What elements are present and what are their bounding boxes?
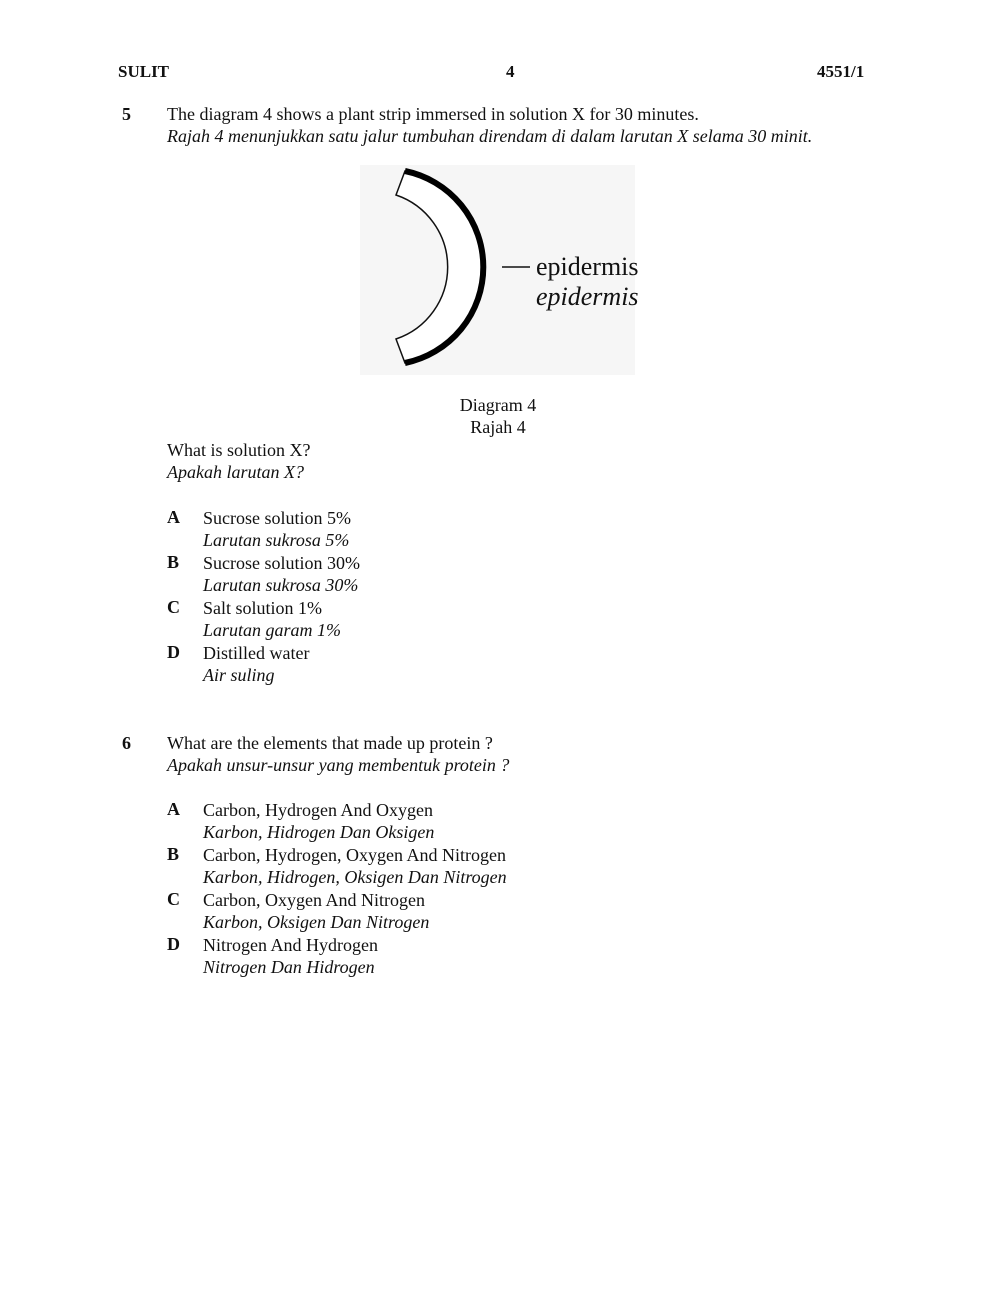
- option-text-en: Distilled water: [203, 643, 310, 663]
- question-6-text-en: What are the elements that made up protein ?: [167, 733, 493, 753]
- option-text-en: Sucrose solution 30%: [203, 553, 360, 573]
- option-text-ms: Larutan sukrosa 30%: [203, 575, 359, 595]
- option-text-ms: Nitrogen Dan Hidrogen: [203, 957, 375, 977]
- epidermis-label-en: epidermis: [536, 252, 639, 281]
- diagram-caption-en: Diagram 4: [459, 395, 537, 415]
- option-text-en: Carbon, Oxygen And Nitrogen: [203, 890, 425, 910]
- header-left: SULIT: [118, 62, 170, 81]
- option-letter: B: [167, 552, 180, 572]
- question-5-number: 5: [122, 104, 131, 124]
- option-letter: D: [167, 642, 180, 662]
- option-text-en: Carbon, Hydrogen And Oxygen: [203, 800, 433, 820]
- question-5-prompt-ms: Apakah larutan X?: [167, 462, 304, 482]
- option-text-en: Salt solution 1%: [203, 598, 323, 618]
- option-text-ms: Karbon, Oksigen Dan Nitrogen: [203, 912, 430, 932]
- diagram-caption-ms: Rajah 4: [470, 417, 526, 437]
- option-letter: D: [167, 934, 180, 954]
- question-5-text-en: The diagram 4 shows a plant strip immersed in solution X for 30 minutes.: [167, 104, 699, 124]
- epidermis-label-ms: epidermis: [536, 282, 639, 311]
- option-letter: A: [167, 799, 180, 819]
- page-number: 4: [506, 62, 515, 81]
- header-right: 4551/1: [817, 62, 865, 81]
- plant-strip: [396, 171, 483, 363]
- option-text-ms: Karbon, Hidrogen, Oksigen Dan Nitrogen: [203, 867, 507, 887]
- option-text-ms: Larutan garam 1%: [203, 620, 342, 640]
- option-letter: B: [167, 844, 180, 864]
- option-letter: A: [167, 507, 180, 527]
- option-text-en: Sucrose solution 5%: [203, 508, 351, 528]
- option-text-ms: Air suling: [203, 665, 275, 685]
- diagram-4: [360, 165, 639, 375]
- option-letter: C: [167, 889, 180, 909]
- option-text-ms: Karbon, Hidrogen Dan Oksigen: [203, 822, 435, 842]
- question-5-text-ms: Rajah 4 menunjukkan satu jalur tumbuhan direndam di dalam larutan X selama 30 minit.: [167, 126, 813, 146]
- option-text-en: Carbon, Hydrogen, Oxygen And Nitrogen: [203, 845, 506, 865]
- question-5-prompt-en: What is solution X?: [167, 440, 311, 460]
- option-text-en: Nitrogen And Hydrogen: [203, 935, 378, 955]
- option-letter: C: [167, 597, 180, 617]
- option-text-ms: Larutan sukrosa 5%: [203, 530, 350, 550]
- question-6-text-ms: Apakah unsur-unsur yang membentuk protein ?: [167, 755, 510, 775]
- question-6-number: 6: [122, 733, 131, 753]
